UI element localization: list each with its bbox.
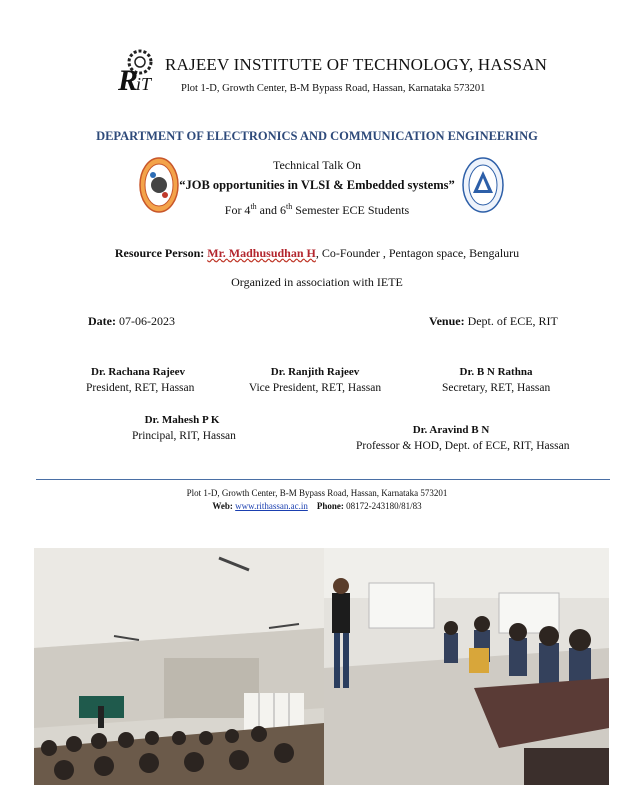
person-role: President, RET, Hassan	[86, 382, 195, 394]
person-block	[248, 364, 382, 396]
person-block	[132, 412, 236, 444]
person-role: Principal, RIT, Hassan	[132, 430, 236, 442]
resource-person: Resource Person: Mr. Madhusudhan H, Co-Founder , Pentagon space, Bengaluru	[114, 246, 520, 260]
footer-contact: Web: www.rithassan.ac.in Phone: 08172-243180/81/83	[212, 501, 422, 511]
website-link[interactable]: www.rithassan.ac.in	[235, 501, 308, 511]
person-name: Dr. Ranjith Rajeev	[270, 366, 360, 378]
speaker-photo	[324, 548, 609, 785]
svg-text:R: R	[118, 64, 139, 96]
person-name: Dr. Mahesh P K	[144, 414, 220, 426]
person-block	[442, 364, 550, 396]
person-name: Dr. Aravind B N	[412, 424, 490, 436]
event-venue: Venue: Dept. of ECE, RIT	[429, 314, 558, 328]
person-role: Professor & HOD, Dept. of ECE, RIT, Hassan	[356, 440, 570, 452]
event-date: Date: 07-06-2023	[88, 314, 175, 328]
institute-name: RAJEEV INSTITUTE OF TECHNOLOGY, HASSAN	[165, 55, 548, 74]
person-block	[356, 422, 570, 454]
divider	[36, 479, 610, 480]
organized-line: Organized in association with IETE	[231, 275, 403, 289]
audience-line: For 4th and 6th Semester ECE Students	[224, 202, 410, 217]
person-name: Dr. Rachana Rajeev	[91, 366, 185, 378]
talk-label: Technical Talk On	[272, 158, 362, 172]
svg-text:iT: iT	[136, 74, 152, 94]
department-title: DEPARTMENT OF ELECTRONICS AND COMMUNICATION ENGINEERING	[96, 129, 538, 143]
talk-title: “JOB opportunities in VLSI & Embedded systems”	[179, 178, 455, 192]
footer-address: Plot 1-D, Growth Center, B-M Bypass Road, Hassan, Karnataka 573201	[186, 488, 448, 498]
person-name: Dr. B N Rathna	[459, 366, 533, 378]
person-role: Secretary, RET, Hassan	[442, 382, 551, 394]
institute-address: Plot 1-D, Growth Center, B-M Bypass Road, Hassan, Karnataka 573201	[181, 83, 486, 94]
iete-seal-icon	[462, 157, 504, 213]
speaker-name: Mr. Madhusudhan H	[207, 246, 316, 260]
person-role: Vice President, RET, Hassan	[248, 382, 382, 394]
institute-logo	[116, 46, 156, 96]
classroom-photo	[34, 548, 324, 785]
person-block	[86, 364, 195, 396]
